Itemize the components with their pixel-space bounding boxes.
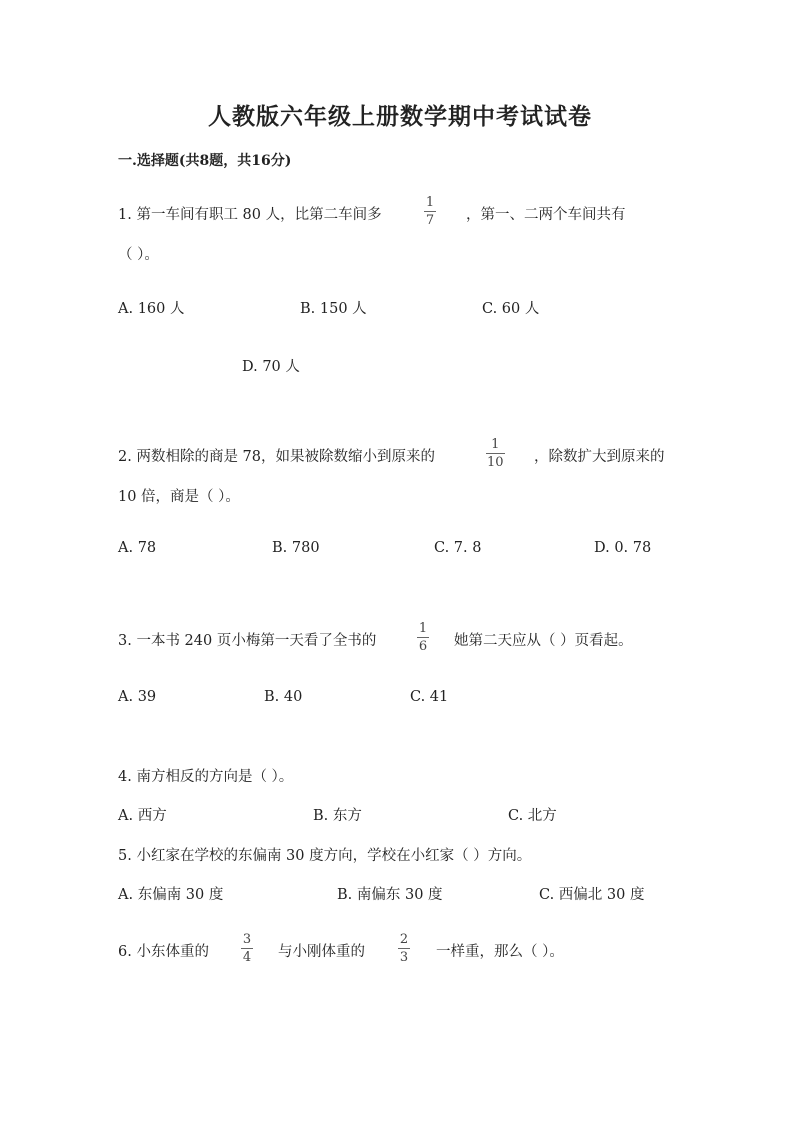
question-6-text-c: 一样重，那么（ ）。 xyxy=(436,944,564,960)
option-c: C. 7. 8 xyxy=(434,540,482,556)
fraction-denominator: 6 xyxy=(418,639,428,654)
option-d: D. 70 人 xyxy=(242,359,300,375)
question-1-text-b: ，第一、二两个车间共有 xyxy=(466,207,626,223)
option-a: A. 39 xyxy=(118,689,157,705)
option-a: A. 东偏南 30 度 xyxy=(118,887,224,903)
question-1-text-c: （ ）。 xyxy=(118,247,159,263)
fraction-denominator: 3 xyxy=(399,950,409,965)
option-b: B. 150 人 xyxy=(300,301,367,317)
question-3-text-a: 3. 一本书 240 页小梅第一天看了全书的 xyxy=(118,633,377,649)
question-1-text-a: 1. 第一车间有职工 80 人，比第二车间多 xyxy=(118,207,382,223)
option-c: C. 60 人 xyxy=(482,301,540,317)
question-6-text-b: 与小刚体重的 xyxy=(278,944,365,960)
option-a: A. 160 人 xyxy=(118,301,185,317)
fraction-bar xyxy=(398,948,410,949)
fraction-bar xyxy=(424,211,436,212)
fraction-denominator: 4 xyxy=(242,950,252,965)
option-a: A. 西方 xyxy=(118,808,167,824)
fraction-denominator: 7 xyxy=(425,213,435,228)
fraction-bar xyxy=(241,948,253,949)
question-6-fraction-2 xyxy=(398,933,410,964)
option-b: B. 南偏东 30 度 xyxy=(337,887,443,903)
question-6-text-a: 6. 小东体重的 xyxy=(118,944,209,960)
fraction-numerator: 3 xyxy=(242,932,252,947)
question-3-fraction xyxy=(417,622,429,653)
option-d: D. 0. 78 xyxy=(594,540,652,556)
question-2-text-a: 2. 两数相除的商是 78，如果被除数缩小到原来的 xyxy=(118,449,436,465)
question-2-text-b: ，除数扩大到原来的 xyxy=(534,449,665,465)
question-5-text: 5. 小红家在学校的东偏南 30 度方向，学校在小红家（ ）方向。 xyxy=(118,848,532,864)
fraction-numerator: 1 xyxy=(491,437,500,452)
option-a: A. 78 xyxy=(118,540,157,556)
fraction-numerator: 1 xyxy=(425,195,435,210)
question-6-fraction-1 xyxy=(241,933,253,964)
fraction-denominator: 10 xyxy=(487,455,504,470)
question-3-text-b: 她第二天应从（ ）页看起。 xyxy=(454,633,633,649)
exam-title: 人教版六年级上册数学期中考试试卷 xyxy=(208,103,592,130)
question-1-fraction xyxy=(424,196,436,227)
option-c: C. 西偏北 30 度 xyxy=(539,887,645,903)
question-4-text: 4. 南方相反的方向是（ ）。 xyxy=(118,769,294,785)
question-2-fraction xyxy=(486,438,505,469)
option-b: B. 东方 xyxy=(313,808,362,824)
option-b: B. 40 xyxy=(264,689,303,705)
question-2-text-c: 10 倍，商是（ ）。 xyxy=(118,489,240,505)
option-c: C. 北方 xyxy=(508,808,557,824)
fraction-numerator: 1 xyxy=(418,621,428,636)
fraction-bar xyxy=(417,637,429,638)
section-heading: 一.选择题(共8题，共16分) xyxy=(118,153,292,169)
option-c: C. 41 xyxy=(410,689,449,705)
option-b: B. 780 xyxy=(272,540,320,556)
fraction-bar xyxy=(486,453,505,454)
fraction-numerator: 2 xyxy=(399,932,409,947)
